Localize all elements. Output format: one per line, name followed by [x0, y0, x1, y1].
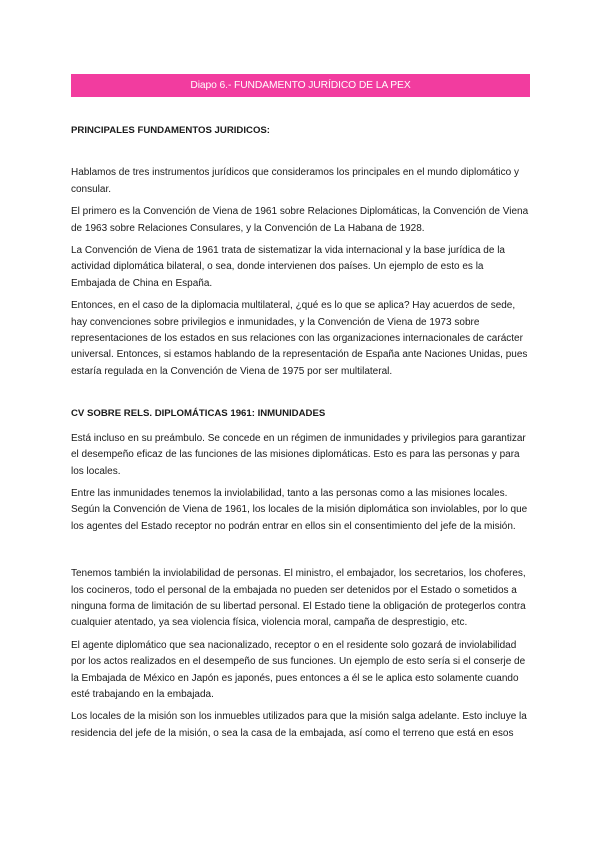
paragraph: Entonces, en el caso de la diplomacia multilateral, ¿qué es lo que se aplica? Hay acuerdos de sede, hay convenciones sobre privilegios e inmunidades, y la Convención de Viena de 1973 sobre representaciones de los estados en sus relaciones con las organizaciones internacionales de carácter universal. Entonces, si estamos hablando de la representación de España ante Naciones Unidas, pues estaría regulada en la Convención de Viena de 1975 por ser multilateral.	[71, 300, 528, 377]
paragraph: Entre las inmunidades tenemos la inviolabilidad, tanto a las personas como a las misiones locales.	[71, 487, 508, 499]
paragraph: El primero es la Convención de Viena de 1961 sobre Relaciones Diplomáticas, la Convención de Viena de 1963 sobre Relaciones Consulares, y la Convención de La Habana de 1928.	[71, 206, 529, 234]
section-heading-fundamentos: PRINCIPALES FUNDAMENTOS JURIDICOS:	[71, 125, 270, 136]
paragraph: Los locales de la misión son los inmuebles utilizados para que la misión salga adelante. Esto incluye la residencia del jefe de la misión, o sea la casa de la embajada, así como el terreno que está en esos	[71, 711, 527, 739]
section-heading-inmunidades: CV SOBRE RELS. DIPLOMÁTICAS 1961: INMUNIDADES	[71, 408, 326, 420]
document-body	[71, 123, 530, 742]
paragraph: Está incluso en su preámbulo. Se concede en un régimen de inmunidades y privilegios para garantizar el desempeño eficaz de las funciones de las misiones diplomáticas. Esto es para las personas y para los locales.	[71, 432, 526, 477]
paragraph: Hablamos de tres instrumentos jurídicos que consideramos los principales en el mundo diplomático y consular.	[71, 167, 519, 195]
slide-title-banner	[71, 74, 530, 97]
slide-title: Diapo 6.- FUNDAMENTO JURÍDICO DE LA PEX	[190, 80, 411, 91]
paragraph: La Convención de Viena de 1961 trata de sistematizar la vida internacional y la base jurídica de la actividad diplomática bilateral, o sea, donde intervienen dos países. Un ejemplo de esto es la Embajada de China en España.	[71, 245, 505, 289]
paragraph: El agente diplomático que sea nacionalizado, receptor o en el residente solo gozará de inviolabilidad por los actos realizados en el desempeño de sus funciones. Un ejemplo de esto sería si el conserje de la Embajada de México en Japón es japonés, pues entonces a él se le aplica esto solamente cuando esté trabajando en la embajada.	[71, 639, 526, 700]
paragraph: Según la Convención de Viena de 1961, los locales de la misión diplomática son inviolables, por lo que los agentes del Estado receptor no podrán entrar en ellos sin el consentimiento del jefe de la misión.	[71, 504, 528, 532]
paragraph: Tenemos también la inviolabilidad de personas. El ministro, el embajador, los secretarios, los choferes, los cocineros, todo el personal de la embajada no pueden ser detenidos por el Estado o sometidos a ninguna forma de limitación de su libertad personal. El Estado tiene la obligación de protegerlos contra cualquier atentado, ya sea violencia física, violencia moral, campaña de desprestigio, etc.	[71, 568, 526, 629]
